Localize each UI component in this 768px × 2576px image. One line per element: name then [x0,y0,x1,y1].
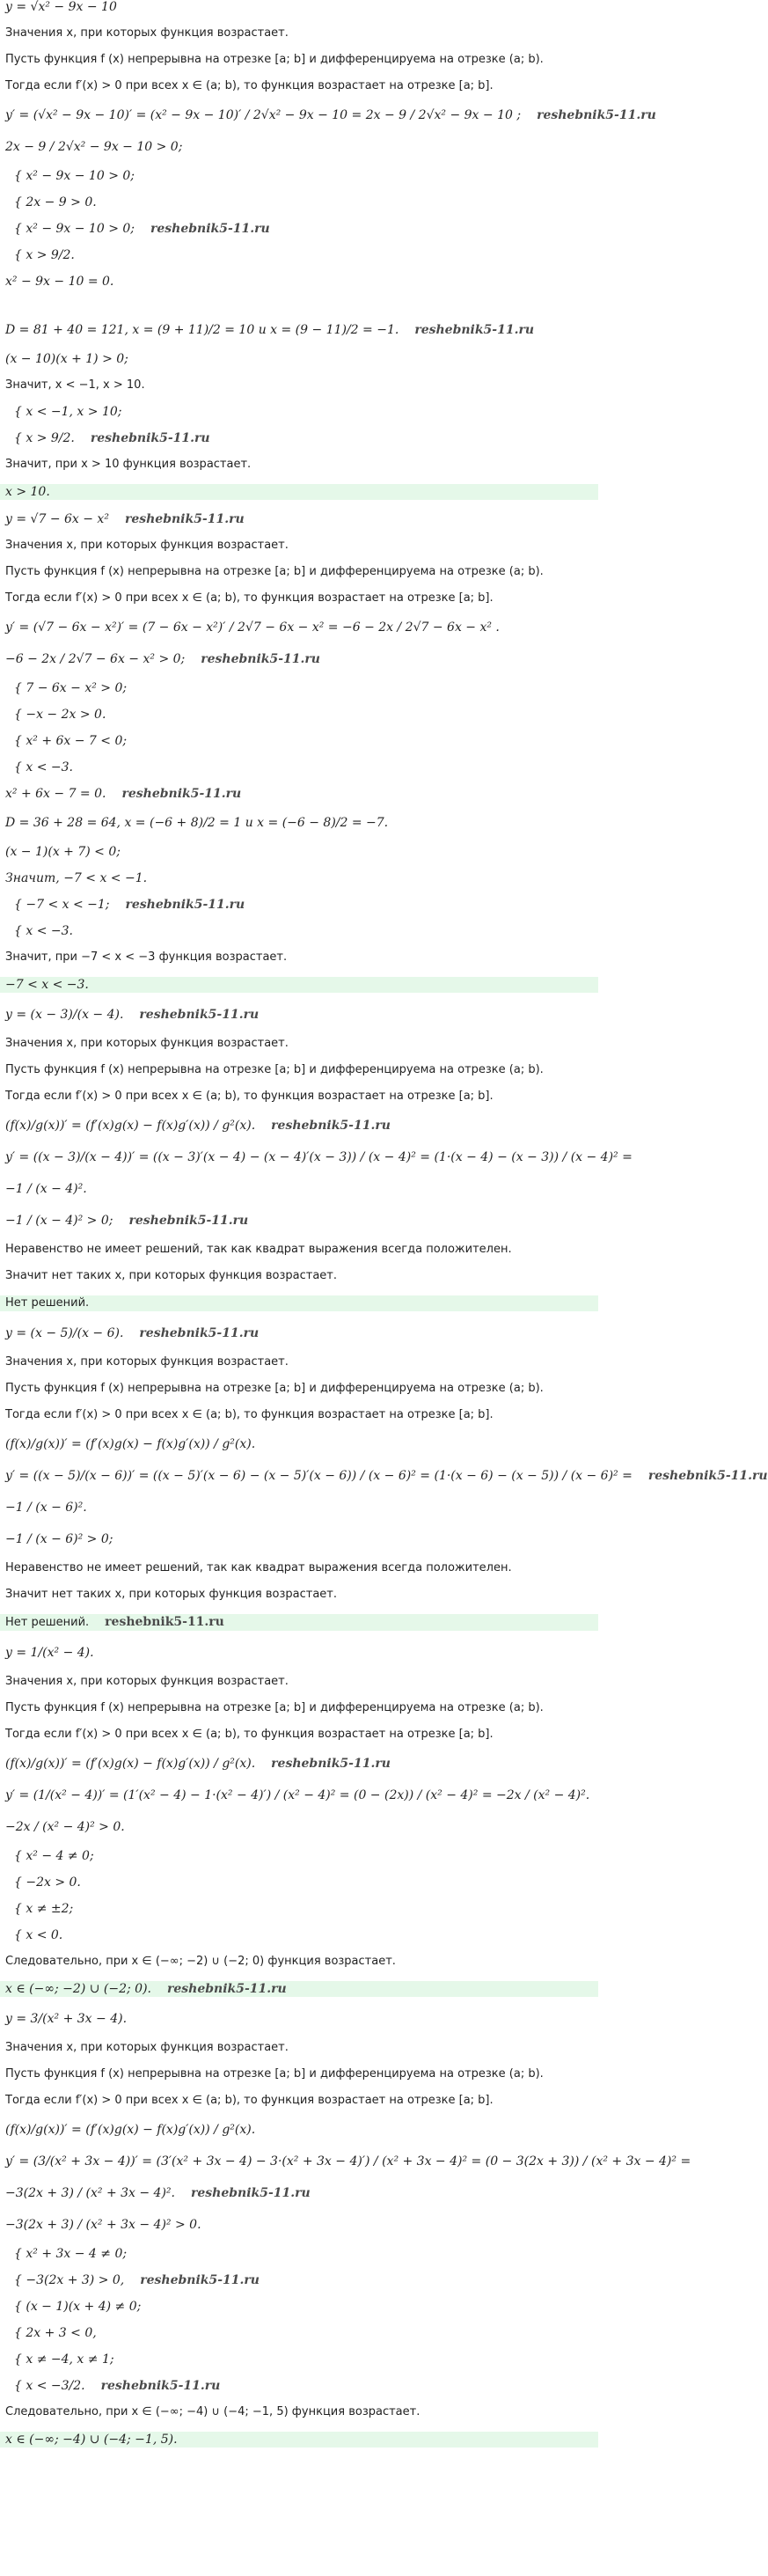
line-text: { x² − 9x − 10 > 0; [14,169,135,183]
line-text: Тогда если f′(x) > 0 при всех x ∈ (a; b), то функция возрастает на отрезке [a; b]. [5,2094,494,2107]
line-text: { x < −3. [14,924,73,938]
line-text: Значит, −7 < x < −1. [5,871,148,885]
watermark-text: reshebnik5-11.ru [121,787,242,801]
line-text: Значения x, при которых функция возрастает. [5,539,289,552]
text-line [5,512,593,526]
line-text: −3(2x + 3) / (x² + 3x − 4)² > 0. [5,2218,201,2232]
text-line [5,1875,593,1890]
line-text: Пусть функция f (x) непрерывна на отрезке [a; b] и дифференцируема на отрезке (a; b). [5,1701,544,1714]
text-line [5,618,593,637]
line-text: { −7 < x < −1; [14,898,110,912]
text-line [5,1211,593,1230]
text-line [5,1037,593,1051]
watermark-text: reshebnik5-11.ru [105,1615,224,1629]
text-line [5,26,593,40]
line-text: x ∈ (−∞; −4) ∪ (−4; −1, 5). [5,2433,178,2447]
text-line [5,1408,593,1422]
watermark-text: reshebnik5-11.ru [271,1119,391,1133]
text-line [5,378,593,393]
text-line [5,924,593,938]
line-text: y′ = (1/(x² − 4))′ = (1′(x² − 4) − 1·(x² − 4)′) / (x² − 4)² = (0 − (2x)) / (x² − 4)² = −2x / (x² − 4)². [5,1788,590,1802]
text-line [5,169,593,183]
text-line [5,352,593,366]
line-text: { x² − 4 ≠ 0; [14,1849,94,1863]
line-text: x > 10. [5,485,50,499]
text-line [5,1955,593,1969]
line-text: Пусть функция f (x) непрерывна на отрезке [a; b] и дифференцируема на отрезке (a; b). [5,1063,544,1076]
text-line [5,2009,593,2029]
line-text: Тогда если f′(x) > 0 при всех x ∈ (a; b), то функция возрастает на отрезке [a; b]. [5,79,494,92]
line-text: D = 36 + 28 = 64, x = (−6 + 8)/2 = 1 и x = (−6 − 8)/2 = −7. [5,816,389,830]
text-line [5,1675,593,1689]
text-line [5,2405,593,2419]
line-text: Значения x, при которых функция возрастает. [5,1037,289,1050]
answer-line [0,1614,598,1631]
line-text: x² − 9x − 10 = 0. [5,275,114,289]
text-line [5,539,593,553]
line-text: Пусть функция f (x) непрерывна на отрезке [a; b] и дифференцируема на отрезке (a; b). [5,1382,544,1395]
text-line [5,1902,593,1916]
text-line [5,1786,593,1805]
solution-lines [5,0,768,2448]
text-line [5,1243,593,1257]
text-line [5,813,593,833]
line-text: Значит, при x > 10 функция возрастает. [5,458,252,471]
text-line [5,458,593,472]
line-text: { 2x + 3 < 0, [14,2326,97,2340]
text-line [5,1005,593,1024]
watermark-text: reshebnik5-11.ru [124,512,245,526]
line-text: { x² + 3x − 4 ≠ 0; [14,2247,128,2261]
line-text: Значения x, при которых функция возрастает. [5,1675,289,1688]
line-text: Тогда если f′(x) > 0 при всех x ∈ (a; b), то функция возрастает на отрезке [a; b]. [5,1408,494,1421]
line-text: −3(2x + 3) / (x² + 3x − 4)². [5,2186,175,2200]
line-text: Тогда если f′(x) > 0 при всех x ∈ (a; b), то функция возрастает на отрезке [a; b]. [5,591,494,605]
watermark-text: reshebnik5-11.ru [90,431,210,445]
text-line [5,1928,593,1942]
line-text: { x ≠ −4, x ≠ 1; [14,2352,114,2367]
line-text: y′ = (√x² − 9x − 10)′ = (x² − 9x − 10)′ / 2√x² − 9x − 10 = 2x − 9 / 2√x² − 9x − 10 ; [5,108,522,122]
line-text: y′ = ((x − 5)/(x − 6))′ = ((x − 5)′(x − 6) − (x − 5)′(x − 6)) / (x − 6)² = (1·(x − 6) − (x − 5)) / (x − 6)² = [5,1469,633,1483]
text-line [5,0,593,14]
line-text: { −3(2x + 3) > 0, [14,2273,125,2287]
text-line [5,1754,593,1773]
line-text: { x² − 9x − 10 > 0; [14,222,135,236]
text-line [5,2215,593,2235]
line-text: Пусть функция f (x) непрерывна на отрезке [a; b] и дифференцируема на отрезке (a; b). [5,565,544,578]
line-text: y = √7 − 6x − x² [5,512,109,526]
text-line [5,2326,593,2340]
text-line [5,2183,593,2203]
text-line [5,1269,593,1283]
text-line [5,650,593,669]
answer-line [0,977,598,993]
line-text: { x > 9/2. [14,248,75,262]
text-line [5,2041,593,2055]
text-line [5,431,593,445]
text-line [5,1063,593,1077]
line-text: −1 / (x − 4)² > 0; [5,1214,113,1228]
text-line [5,248,593,262]
text-line [5,565,593,579]
line-text: { 7 − 6x − x² > 0; [14,681,128,695]
text-line [5,2300,593,2314]
text-line [5,787,593,801]
text-line [5,275,593,289]
line-text: Значения x, при которых функция возрастает. [5,1355,289,1369]
watermark-text: reshebnik5-11.ru [150,222,270,236]
line-text: y = (x − 3)/(x − 4). [5,1008,124,1022]
line-text: −1 / (x − 6)² > 0; [5,1532,113,1546]
line-text: −2x / (x² − 4)² > 0. [5,1820,125,1834]
line-text: 2x − 9 / 2√x² − 9x − 10 > 0; [5,140,183,154]
line-text: Неравенство не имеет решений, так как квадрат выражения всегда положителен. [5,1243,512,1256]
line-text: Тогда если f′(x) > 0 при всех x ∈ (a; b), то функция возрастает на отрезке [a; b]. [5,1728,494,1741]
line-text: y = (x − 5)/(x − 6). [5,1326,124,1340]
text-line [5,2152,691,2171]
line-text: −1 / (x − 4)². [5,1182,87,1196]
text-line [5,2247,593,2261]
line-text: { x < −1, x > 10; [14,405,122,419]
text-line [5,137,593,157]
line-text: y = 3/(x² + 3x − 4). [5,2012,128,2026]
text-line [5,1530,593,1549]
text-line [5,1498,593,1517]
line-text: Нет решений. [5,1296,90,1310]
text-line [5,760,593,774]
line-text: y′ = (√7 − 6x − x²)′ = (7 − 6x − x²)′ / 2√7 − 6x − x² = −6 − 2x / 2√7 − 6x − x² . [5,620,500,635]
watermark-text: reshebnik5-11.ru [191,2186,311,2200]
text-line [5,1701,593,1715]
text-line [5,320,593,340]
watermark-text: reshebnik5-11.ru [271,1757,391,1771]
line-text: Нет решений. [5,1616,90,1629]
line-text: −7 < x < −3. [5,978,89,992]
watermark-text: reshebnik5-11.ru [537,108,656,122]
line-text: Неравенство не имеет решений, так как квадрат выражения всегда положителен. [5,1561,512,1574]
text-line [5,1435,593,1454]
text-line [5,708,593,722]
line-text: (x − 10)(x + 1) > 0; [5,352,128,366]
answer-line [0,1295,598,1311]
text-line [5,591,593,605]
answer-line [0,2432,598,2448]
line-text: Значит, при −7 < x < −3 функция возрастает. [5,950,288,964]
line-text: Тогда если f′(x) > 0 при всех x ∈ (a; b), то функция возрастает на отрезке [a; b]. [5,1090,494,1103]
text-line [5,1382,593,1396]
line-text: { (x − 1)(x + 4) ≠ 0; [14,2300,142,2314]
watermark-text: reshebnik5-11.ru [125,898,245,912]
text-line [5,1179,593,1199]
text-line [5,2094,593,2108]
line-text: { x < −3. [14,760,73,774]
line-text: D = 81 + 40 = 121, x = (9 + 11)/2 = 10 и x = (9 − 11)/2 = −1. [5,323,399,337]
text-line [5,1849,593,1863]
text-line [5,2379,593,2393]
text-line [5,405,593,419]
line-text: Пусть функция f (x) непрерывна на отрезке [a; b] и дифференцируема на отрезке (a; b). [5,53,544,66]
text-line [5,1561,593,1575]
text-line [5,53,593,67]
line-text: (f(x)/g(x))′ = (f′(x)g(x) − f(x)g′(x)) / g²(x). [5,1437,256,1451]
text-line [5,898,593,912]
line-text: { x > 9/2. [14,431,75,445]
line-text: { x < −3/2. [14,2379,85,2393]
text-line [5,222,593,236]
line-text: Следовательно, при x ∈ (−∞; −4) ∪ (−4; −1, 5) функция возрастает. [5,2405,421,2418]
line-text: Пусть функция f (x) непрерывна на отрезке [a; b] и дифференцируема на отрезке (a; b). [5,2067,544,2081]
text-line [5,1728,593,1742]
text-line [5,106,656,125]
line-text: x² + 6x − 7 = 0. [5,787,106,801]
line-text: (f(x)/g(x))′ = (f′(x)g(x) − f(x)g′(x)) / g²(x). [5,1119,256,1133]
watermark-text: reshebnik5-11.ru [100,2379,221,2393]
watermark-text: reshebnik5-11.ru [647,1469,768,1483]
answer-line [0,1981,598,1997]
text-line [5,2273,593,2287]
watermark-text: reshebnik5-11.ru [167,1982,287,1996]
watermark-text: reshebnik5-11.ru [201,652,320,666]
text-line [5,1817,593,1837]
line-text: { x² + 6x − 7 < 0; [14,734,128,748]
text-line [5,1324,593,1343]
text-line [5,845,593,859]
line-text: (x − 1)(x + 7) < 0; [5,845,121,859]
text-line [5,950,593,965]
watermark-text: reshebnik5-11.ru [414,323,535,337]
text-line [5,79,593,93]
answer-line [0,484,598,500]
line-text: { x ≠ ±2; [14,1902,74,1916]
line-text: Значит нет таких x, при которых функция возрастает. [5,1269,338,1282]
watermark-text: reshebnik5-11.ru [128,1214,249,1228]
text-line [5,734,593,748]
line-text: y′ = (3/(x² + 3x − 4))′ = (3′(x² + 3x − 4) − 3·(x² + 3x − 4)′) / (x² + 3x − 4)² = (0 − 3(2x + 3)) / (x² + 3x − 4)² = [5,2154,691,2169]
text-line [5,2120,593,2139]
text-line [5,2067,593,2081]
line-text: x ∈ (−∞; −2) ∪ (−2; 0). [5,1982,151,1996]
line-text: Значит, x < −1, x > 10. [5,378,145,392]
line-text: Значения x, при которых функция возрастает. [5,2041,289,2054]
line-text: { x < 0. [14,1928,63,1942]
text-line [5,301,593,308]
watermark-text: reshebnik5-11.ru [139,1008,260,1022]
line-text: (f(x)/g(x))′ = (f′(x)g(x) − f(x)g′(x)) / g²(x). [5,2123,256,2137]
text-line [5,1588,593,1602]
text-line [5,1148,633,1167]
line-text: { −x − 2x > 0. [14,708,106,722]
text-line [5,1116,593,1135]
text-line [5,681,593,695]
text-line [5,1090,593,1104]
text-line [5,1643,593,1662]
line-text: y = 1/(x² − 4). [5,1646,94,1660]
text-line [5,1355,593,1369]
line-text: −6 − 2x / 2√7 − 6x − x² > 0; [5,652,186,666]
text-line [5,2352,593,2367]
watermark-text: reshebnik5-11.ru [139,1326,260,1340]
line-text: Следовательно, при x ∈ (−∞; −2) ∪ (−2; 0) функция возрастает. [5,1955,396,1968]
line-text: y = √x² − 9x − 10 [5,0,117,14]
line-text: y′ = ((x − 3)/(x − 4))′ = ((x − 3)′(x − 4) − (x − 4)′(x − 3)) / (x − 4)² = (1·(x − 4) − (x − 3)) / (x − 4)² = [5,1150,633,1164]
line-text: Значит нет таких x, при которых функция возрастает. [5,1588,338,1601]
watermark-text: reshebnik5-11.ru [140,2273,260,2287]
line-text: (f(x)/g(x))′ = (f′(x)g(x) − f(x)g′(x)) / g²(x). [5,1757,256,1771]
text-line [5,871,593,885]
line-text: −1 / (x − 6)². [5,1501,87,1515]
line-text: Значения x, при которых функция возрастает. [5,26,289,40]
line-text: { 2x − 9 > 0. [14,195,97,209]
line-text: { −2x > 0. [14,1875,81,1890]
text-line [5,1466,768,1486]
text-line [5,195,593,209]
